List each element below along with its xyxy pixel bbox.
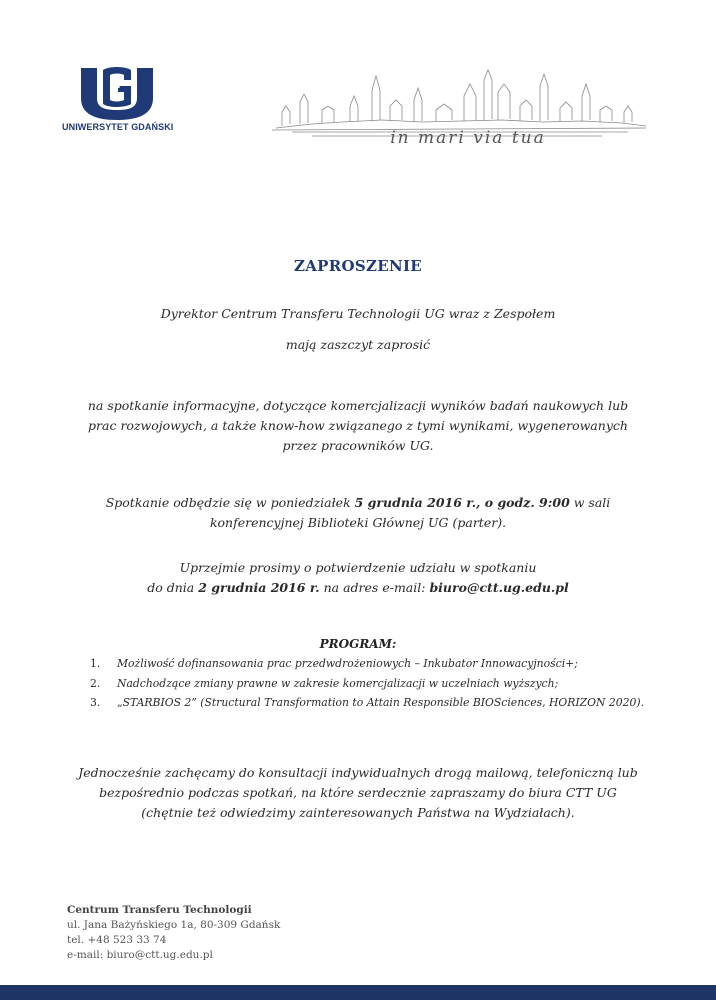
meeting-date: 5 grudnia 2016 r., o godz. 9:00 [354,495,570,510]
logo-text: UNIWERSYTET GDAŃSKI [62,122,174,132]
rsvp-text: do dnia [147,580,199,595]
footer-email[interactable]: e-mail: biuro@ctt.ug.edu.pl [67,949,213,961]
rsvp-text: na adres e-mail: [319,580,430,595]
rsvp-paragraph [0,558,716,598]
purpose-line: na spotkanie informacyjne, dotyczące komercjalizacji wyników badań naukowych lub [87,398,629,413]
intro-second [0,337,716,352]
meeting-line [0,493,716,513]
meeting-location: konferencyjnej Biblioteki Głównej UG (parter). [209,515,507,530]
intro [0,306,716,321]
list-item-text: Nadchodzące zmiany prawne w zakresie komercjalizacji w uczelniach wyższych; [117,676,559,690]
list-item-text: Możliwość dofinansowania prac przedwdrożeniowych – Inkubator Innowacyjności+; [117,657,578,670]
closing-paragraph [0,763,716,823]
list-item [90,696,650,716]
list-item-number: 3. [90,696,101,709]
motto: in mari via tua [390,128,546,148]
rsvp-line [0,578,716,598]
list-item-text: „STARBIOS 2” (Structural Transformation to Attain Responsible BIOSciences, HORIZON 2020). [117,696,645,709]
program-title: PROGRAM: [319,637,397,651]
list-item [90,677,650,697]
footer-contact [67,903,280,963]
intro-line: Dyrektor Centrum Transferu Technologii UG wraz z Zespołem [160,306,556,321]
footer-org: Centrum Transferu Technologii [67,904,252,916]
list-item-number: 1. [90,657,101,670]
footer-phone: tel. +48 523 33 74 [67,934,167,946]
intro-line: mają zaszczyt zaprosić [285,337,431,352]
closing-line: (chętnie też odwiedzimy zainteresowanych Państwa na Wydziałach). [141,805,575,820]
meeting-text: Spotkanie odbędzie się w poniedziałek [105,495,355,510]
purpose-paragraph [0,396,716,456]
rsvp-deadline: 2 grudnia 2016 r. [198,580,320,595]
rsvp-email-link[interactable]: biuro@ctt.ug.edu.pl [429,580,569,595]
closing-line: Jednocześnie zachęcamy do konsultacji indywidualnych drogą mailową, telefoniczną lub [78,765,638,780]
footer-address: ul. Jana Bażyńskiego 1a, 80-309 Gdańsk [67,919,281,931]
university-logo [62,66,172,136]
ug-emblem-icon [79,66,155,120]
list-item [90,657,650,677]
purpose-line: prac rozwojowych, a także know-how związanego z tymi wynikami, wygenerowanych [88,418,628,433]
rsvp-line: Uprzejmie prosimy o potwierdzenie udziału w spotkaniu [179,560,537,575]
list-item-number: 2. [90,676,101,690]
purpose-line: przez pracowników UG. [282,438,434,453]
meeting-text: w sali [569,495,611,510]
program-list [90,657,650,716]
page-title: ZAPROSZENIE [293,257,423,275]
closing-line: bezpośrednio podczas spotkań, na które serdecznie zapraszamy do biura CTT UG [99,785,617,800]
bottom-bar [0,985,716,1000]
meeting-paragraph [0,493,716,533]
